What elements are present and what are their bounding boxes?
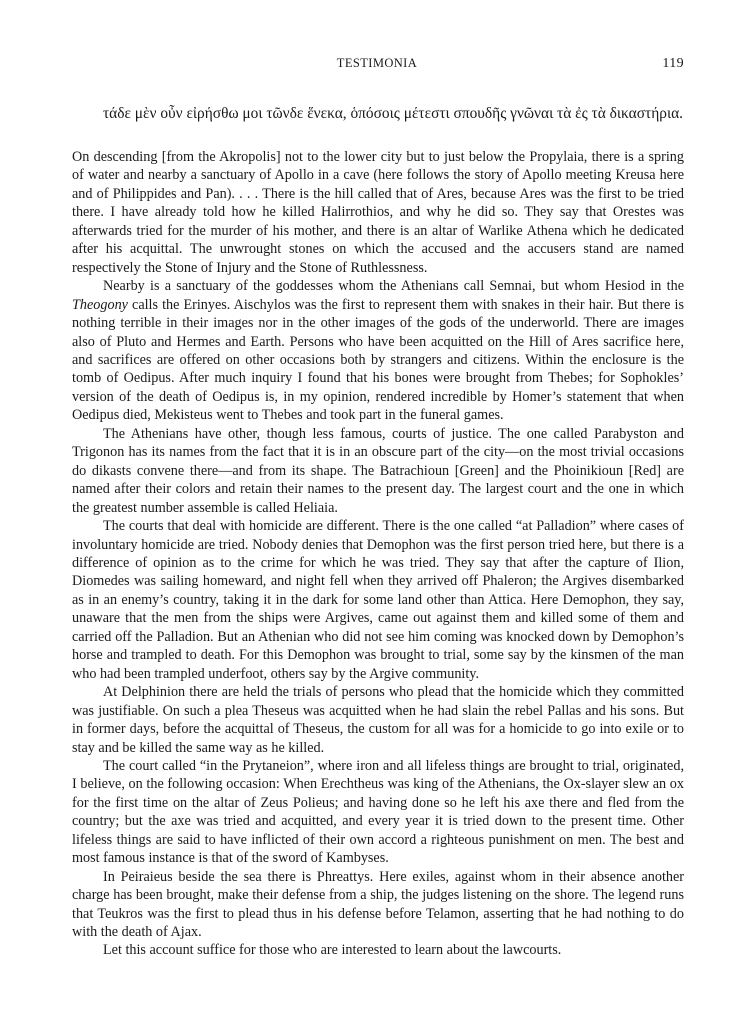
running-title: TESTIMONIA bbox=[336, 56, 418, 70]
page-number: 119 bbox=[662, 56, 684, 71]
paragraph-delphinion: At Delphinion there are held the trials of persons who plead that the homicide which they committed was justifiable. On such a plea Theseus was acquitted when he had slain the rebel Pallas and his sons. But in former days, before the acquittal of Theseus, the custom for all was for a homicide to go into exile or to stay and be killed the same way as he killed. bbox=[72, 684, 684, 756]
greek-passage: τάδε μὲν οὖν εἰρήσθω μοι τῶνδε ἕνεκα, ὁπόσοις μέτεστι σπουδῆς γνῶναι τὰ ἐς τὰ δικαστήρια. bbox=[103, 105, 683, 123]
paragraph-semnai-after: calls the Erinyes. Aischylos was the first to represent them with snakes in their hair. But there is nothing terrible in their images nor in the other images of the gods of the underworld. There are images also of Pluto and Hermes and Earth. Persons who have been acquitted on the Hill of Ares sacrifice here, and sacrifices are offered on other occasions both by strangers and citizens. Within the enclosure is the tomb of Oedipus. After much inquiry I found that his bones were brought from Thebes; for Sophokles’ version of the death of Oedipus is, in my opinion, rendered incredible by Homer’s statement that when Oedipus died, Mekisteus went to Thebes and took part in the funeral games. bbox=[72, 296, 684, 424]
paragraph-semnai-before: Nearby is a sanctuary of the goddesses whom the Athenians call Semnai, but whom Hesiod in the bbox=[103, 278, 684, 295]
paragraph-semnai-sanctuary bbox=[72, 277, 684, 425]
paragraph-other-courts: The Athenians have other, though less famous, courts of justice. The one called Parabyston and Trigonon has its names from the fact that it is in an obscure part of the city—on the most trivial occasions do dikasts convene there—and from its shape. The Batrachioun [Green] and the Phoinikioun [Red] are named after their colors and retain their names to the present day. The largest court and the one in which the greatest number assemble is called Heliaia. bbox=[72, 425, 684, 516]
paragraph-akropolis-descent: On descending [from the Akropolis] not to the lower city but to just below the Propylaia, there is a spring of water and nearby a sanctuary of Apollo in a cave (here follows the story of Apollo meeting Kreusa here and of Philippides and Pan). . . . There is the hill called that of Ares, because Ares was the first to be tried there. I have already told how he killed Halirrothios, and why he did so. They say that Orestes was afterwards tried for the murder of his mother, and there is an altar of Warlike Athena which he dedicated after his acquittal. The unwrought stones on which the accused and the accusers stand are named respectively the Stone of Injury and the Stone of Ruthlessness. bbox=[72, 149, 684, 276]
paragraph-conclusion: Let this account suffice for those who are interested to learn about the lawcourts. bbox=[103, 942, 562, 959]
body-text bbox=[72, 148, 684, 960]
theogony-title: Theogony bbox=[72, 296, 128, 313]
paragraph-prytaneion: The court called “in the Prytaneion”, where iron and all lifeless things are brought to trial, originated, I believe, on the following occasion: When Erechtheus was king of the Athenians, the Ox-slayer slew an ox for the first time on the altar of Zeus Polieus; and having done so he left his axe there and fled from the country; but the axe was tried and acquitted, and every year it is tried down to the present time. Other lifeless things are said to have inflicted of their own accord a righteous punishment on men. The best and most famous instance is that of the sword of Kambyses. bbox=[72, 757, 684, 867]
paragraph-palladion: The courts that deal with homicide are different. There is the one called “at Palladion” where cases of involuntary homicide are tried. Nobody denies that Demophon was the first person tried here, but there is a difference of opinion as to the crime for which he was tried. They say that after the capture of Ilion, Diomedes was sailing homeward, and night fell when they arrived off Phaleron; the Argives disembarked as in an enemy’s country, taking it in the dark for some land other than Attica. Here Demophon, they say, unaware that the men from the ships were Argives, came out against them and killed some of them and carried off the Palladion. But an Athenian who did not see him coming was knocked down by Demophon’s horse and trampled to death. For this Demophon was brought to trial, some say by the kinsmen of the man who had been trampled underfoot, others say by the Argive community. bbox=[72, 518, 684, 682]
running-header bbox=[0, 56, 754, 74]
paragraph-phreattys: In Peiraieus beside the sea there is Phreattys. Here exiles, against whom in their absence another charge has been brought, make their defense from a ship, the judges listening on the shore. The legend runs that Teukros was the first to plead thus in his defense before Telamon, asserting that he had nothing to do with the death of Ajax. bbox=[72, 868, 684, 941]
